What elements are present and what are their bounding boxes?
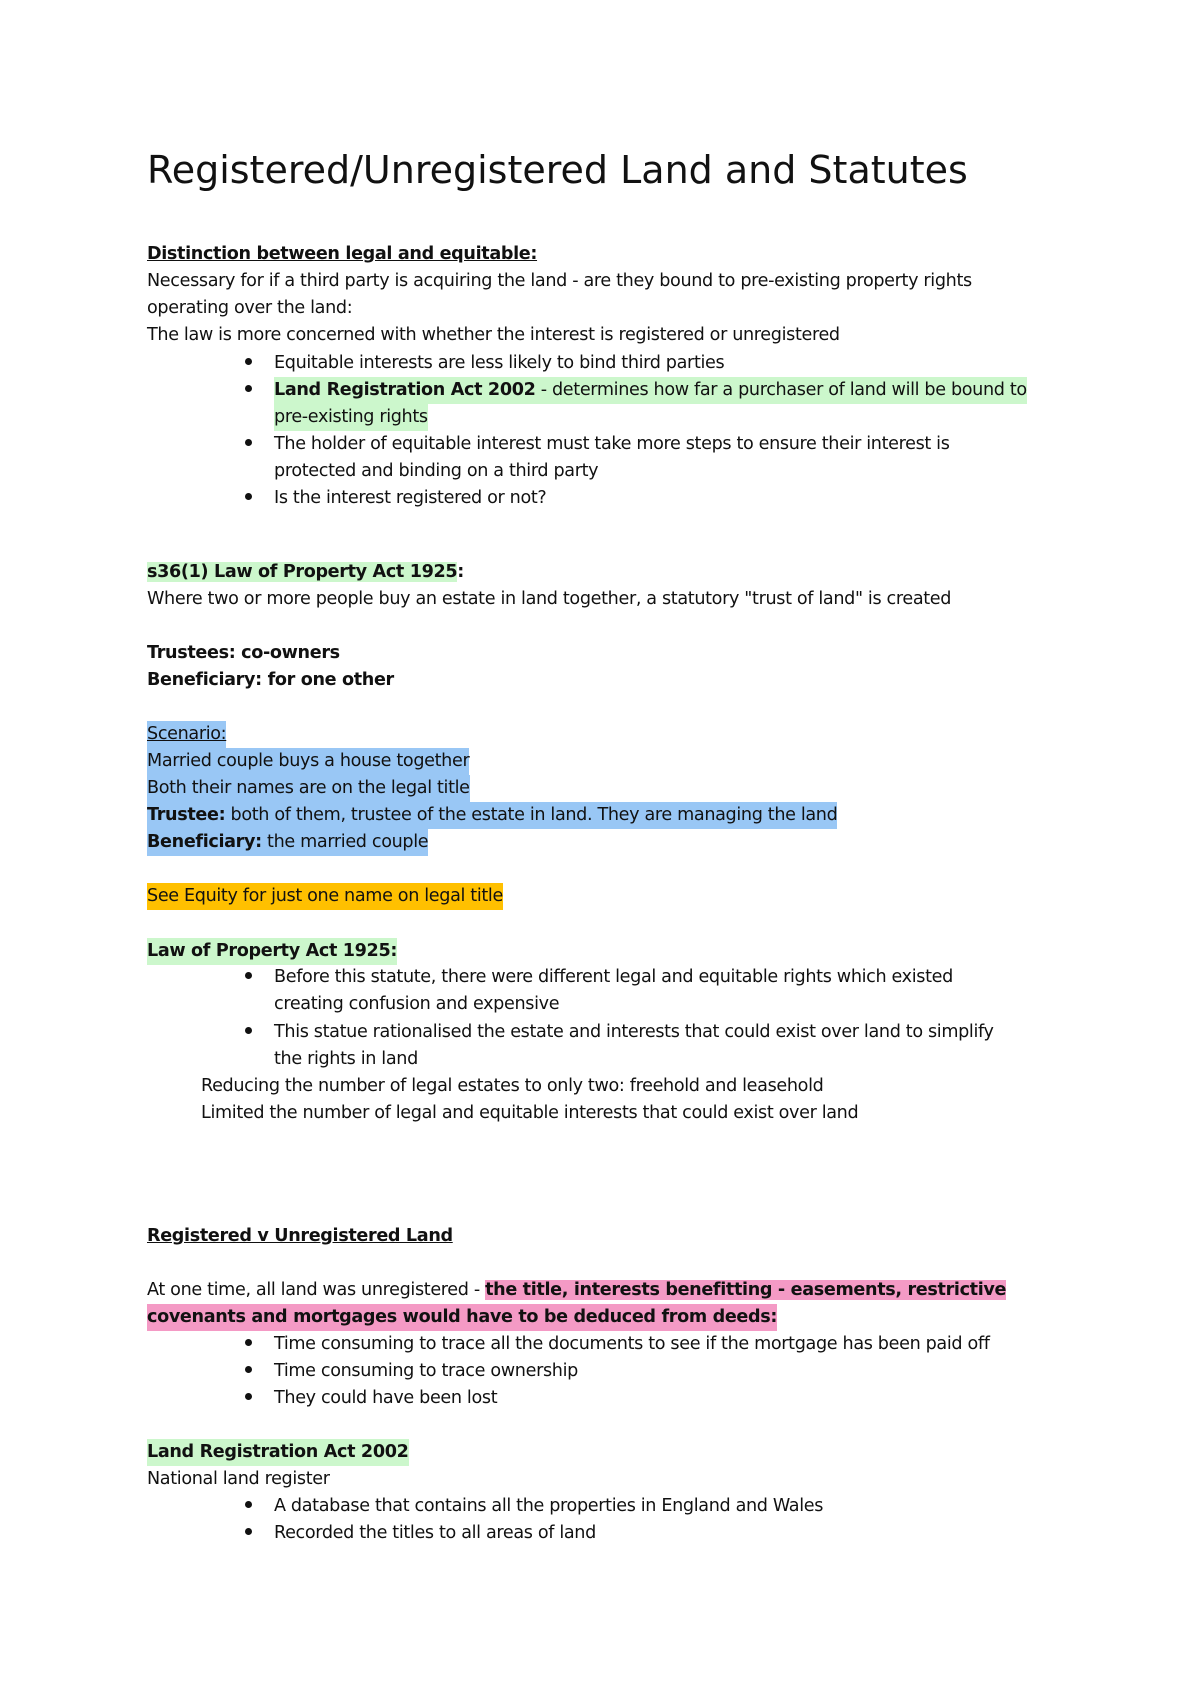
bullet-icon — [245, 1393, 252, 1400]
bullet-icon — [245, 385, 252, 392]
list-item-continuation: pre-existing rights — [274, 404, 428, 431]
paragraph-text: Reducing the number of legal estates to only two: freehold and leasehold — [201, 1076, 824, 1096]
list-item-continuation: creating confusion and expensive — [274, 994, 560, 1014]
scenario-line — [147, 829, 428, 856]
scenario-line — [147, 802, 837, 829]
paragraph-highlighted: the title, interests benefitting - easements, restrictive — [485, 1280, 1007, 1300]
paragraph-text: Where two or more people buy an estate in land together, a statutory "trust of land" is created — [147, 589, 952, 609]
bullet-icon — [245, 358, 252, 365]
list-item-continuation: the rights in land — [274, 1049, 418, 1069]
list-item: Time consuming to trace ownership — [274, 1361, 578, 1381]
list-item: This statue rationalised the estate and interests that could exist over land to simplify — [274, 1022, 994, 1042]
statute-name: s36(1) Law of Property Act 1925 — [147, 562, 458, 582]
bullet-icon — [245, 1528, 252, 1535]
section-heading-registered: Registered v Unregistered Land — [147, 1226, 453, 1246]
act-name: Land Registration Act 2002 — [274, 380, 536, 400]
list-item-continuation: protected and binding on a third party — [274, 461, 599, 481]
list-item: Time consuming to trace all the documents to see if the mortgage has been paid off — [274, 1334, 990, 1354]
paragraph-text — [147, 1277, 1006, 1304]
heading-colon: : — [457, 562, 464, 582]
list-item: The holder of equitable interest must take more steps to ensure their interest is — [274, 434, 950, 454]
trustees-line: Trustees: co-owners — [147, 643, 340, 663]
bullet-icon — [245, 1366, 252, 1373]
section-heading-s36 — [147, 559, 464, 586]
bullet-icon — [245, 439, 252, 446]
section-heading-lra: Land Registration Act 2002 — [147, 1439, 409, 1466]
scenario-line: Married couple buys a house together — [147, 748, 469, 775]
paragraph-text: Limited the number of legal and equitable interests that could exist over land — [201, 1103, 859, 1123]
bullet-icon — [245, 1027, 252, 1034]
beneficiary-line: Beneficiary: for one other — [147, 670, 394, 690]
paragraph-text: National land register — [147, 1469, 330, 1489]
scenario-text: both of them, trustee of the estate in land. They are managing the land — [225, 805, 838, 825]
bullet-icon — [245, 1501, 252, 1508]
paragraph-highlighted: covenants and mortgages would have to be deduced from deeds: — [147, 1304, 777, 1331]
scenario-line: Both their names are on the legal title — [147, 775, 470, 802]
list-item-highlighted — [274, 377, 1027, 404]
bullet-icon — [245, 972, 252, 979]
scenario-text: the married couple — [261, 832, 429, 852]
paragraph-text: The law is more concerned with whether the interest is registered or unregistered — [147, 325, 840, 345]
bullet-icon — [245, 493, 252, 500]
equity-note: See Equity for just one name on legal title — [147, 883, 503, 910]
document-title: Registered/Unregistered Land and Statutes — [147, 148, 968, 192]
list-item: Is the interest registered or not? — [274, 488, 547, 508]
section-heading-distinction: Distinction between legal and equitable: — [147, 244, 538, 264]
paragraph-plain: At one time, all land was unregistered - — [147, 1280, 486, 1300]
list-item: Before this statute, there were different legal and equitable rights which existed — [274, 967, 953, 987]
bullet-icon — [245, 1339, 252, 1346]
list-item: A database that contains all the properties in England and Wales — [274, 1496, 824, 1516]
scenario-heading: Scenario: — [147, 721, 226, 748]
paragraph-text: operating over the land: — [147, 298, 353, 318]
list-item: They could have been lost — [274, 1388, 498, 1408]
scenario-label: Beneficiary: — [147, 832, 262, 852]
list-item: Equitable interests are less likely to bind third parties — [274, 353, 725, 373]
scenario-label: Trustee: — [147, 805, 226, 825]
list-item-text: - determines how far a purchaser of land will be bound to — [535, 380, 1027, 400]
list-item: Recorded the titles to all areas of land — [274, 1523, 596, 1543]
paragraph-text: Necessary for if a third party is acquiring the land - are they bound to pre-existing property rights — [147, 271, 972, 291]
section-heading-lpa: Law of Property Act 1925: — [147, 938, 397, 965]
